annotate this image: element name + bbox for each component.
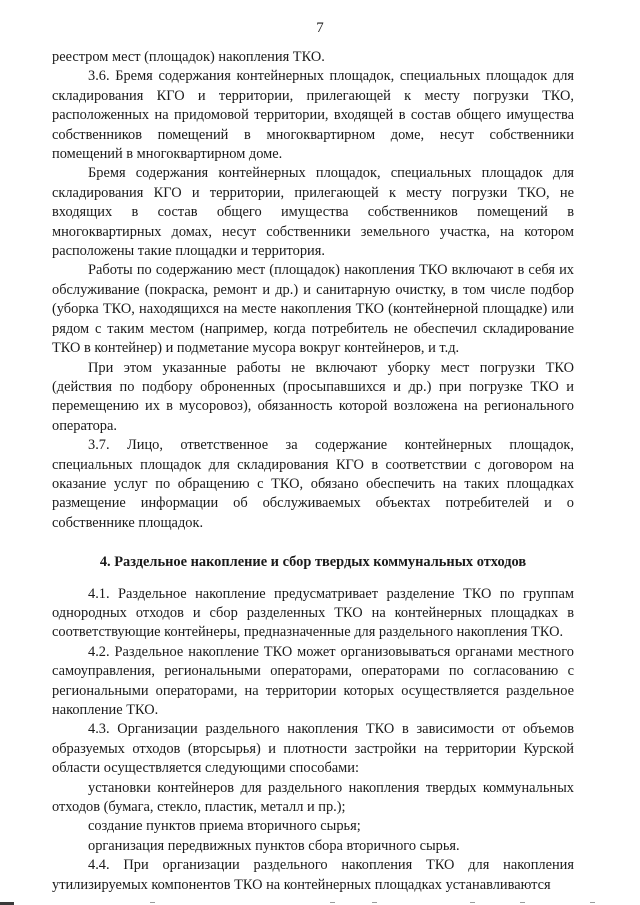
paragraph-maintenance-works: Работы по содержанию мест (площадок) накопления ТКО включают в себя их обслуживание (покраска, ремонт и др.) и санитарную очистку, в том числе подбор (уборка ТКО, находящихся на месте накопления ТКО (контейнерной площадке) или рядом с таким местом (например, когда потребитель не обеспечил складирование ТКО в контейнер) и подметание мусора вокруг контейнеров, и т.д.: [52, 262, 574, 357]
scan-artifact: [520, 902, 525, 903]
paragraph-continuation: реестром мест (площадок) накопления ТКО.: [52, 49, 325, 65]
paragraph-3-7: 3.7. Лицо, ответственное за содержание контейнерных площадок, специальных площадок для складирования КГО в соответствии с договором на оказание услуг по обращению с ТКО, обязано обеспечить на таких площадках размещение информации об обслуживаемых объектах потребителей и о собственнике площадок.: [52, 437, 574, 531]
section-heading: 4. Раздельное накопление и сбор твердых коммунальных отходов: [99, 554, 527, 571]
scan-artifact: [330, 902, 335, 903]
paragraph-4-4: 4.4. При организации раздельного накопления ТКО для накопления утилизируемых компонентов ТКО на контейнерных площадках устанавливаются: [52, 857, 574, 893]
paragraph-3-6: 3.6. Бремя содержания контейнерных площадок, специальных площадок для складирования КГО и территории, прилегающей к месту погрузки ТКО, расположенных на придомовой территории, входящей в состав общего имущества собственников помещений в многоквартирном доме, несут собственники помещений в многоквартирном доме.: [52, 68, 574, 163]
scan-artifact: [590, 902, 595, 903]
page-number: 7: [316, 20, 324, 36]
paragraph-4-1: 4.1. Раздельное накопление предусматривает разделение ТКО по группам однородных отходов и сбор разделенных ТКО на контейнерных площадках в соответствующие контейнеры, предназначенные для раздельного накопления ТКО.: [52, 585, 574, 641]
list-item-containers: установки контейнеров для раздельного накопления твердых коммунальных отходов (бумага, стекло, пластик, металл и пр.);: [52, 779, 574, 816]
paragraph-exclusions: При этом указанные работы не включают уборку мест погрузки ТКО (действия по подбору оброненных (просыпавшихся и др.) при погрузке ТКО и перемещению их в мусоровоз), обязанность которой возложена на регионального оператора.: [52, 359, 574, 434]
paragraph-burden-non-common: Бремя содержания контейнерных площадок, специальных площадок для складирования КГО и территории, прилегающей к месту погрузки ТКО, не входящих в состав общего имущества собственников помещений в многоквартирных домах, несут собственники земельного участка, на котором расположены такие площадки и территория.: [52, 165, 574, 260]
paragraph-4-3: 4.3. Организации раздельного накопления ТКО в зависимости от объемов образуемых отходов (вторсырья) и плотности застройки на территории Курской области осуществляется следующими способами:: [52, 721, 574, 777]
scan-artifact: [470, 902, 475, 903]
paragraph-4-2: 4.2. Раздельное накопление ТКО может организовываться органами местного самоуправления, региональными операторами, операторами по согласованию с региональными операторами, на территории которых осуществляется раздельное накопление ТКО.: [52, 643, 574, 718]
scan-artifact: [150, 902, 155, 903]
scan-artifact: [372, 902, 377, 903]
document-body: [52, 48, 574, 895]
list-item-collection-points: создание пунктов приема вторичного сырья;: [88, 818, 361, 835]
list-item-mobile-points: организация передвижных пунктов сбора вторичного сырья.: [88, 837, 460, 854]
